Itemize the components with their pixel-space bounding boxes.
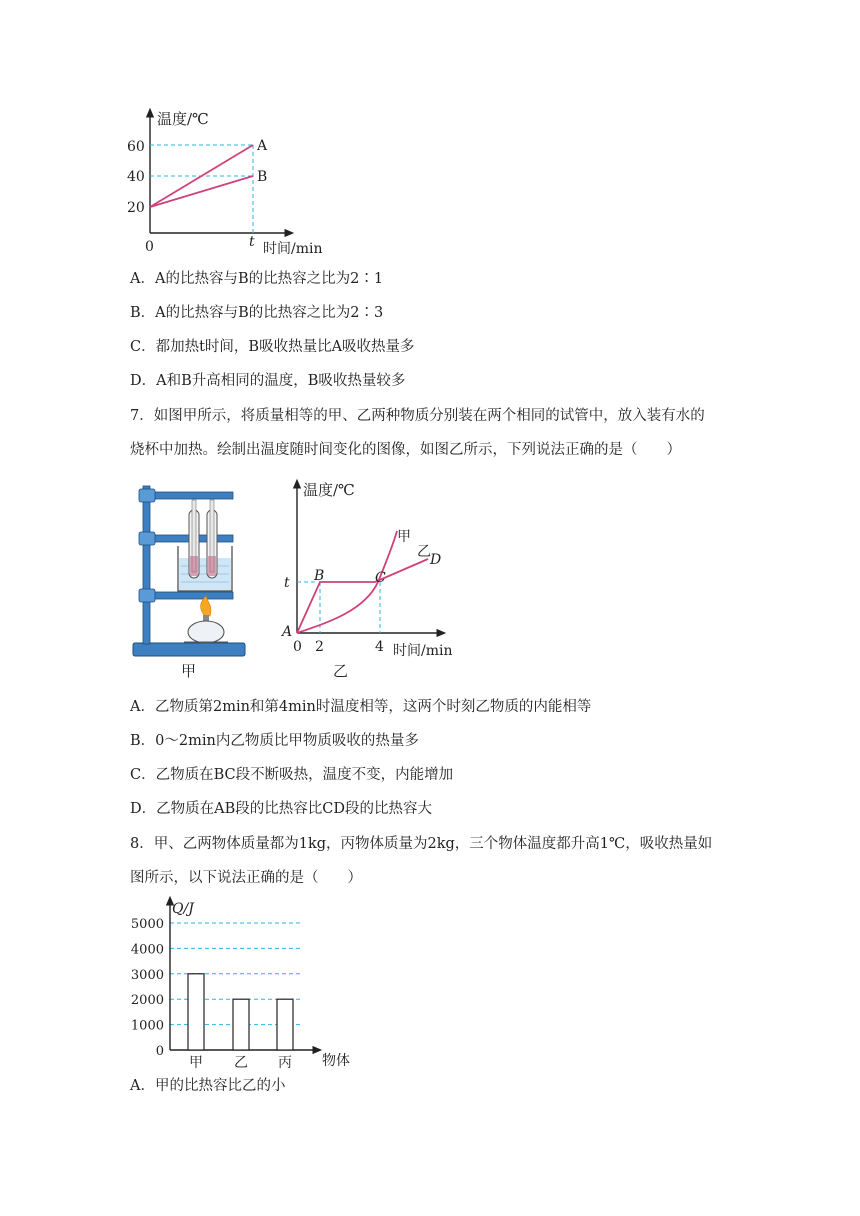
fig2-point-d: D — [430, 552, 442, 568]
fig2-y-label: 温度/℃ — [303, 481, 355, 499]
fig3-ytick-label: 5000 — [130, 917, 164, 932]
fig3-x-label: 物体 — [322, 1053, 350, 1069]
fig3-category-label: 乙 — [234, 1055, 248, 1071]
q7-stem-line-1: 7．如图甲所示，将质量相等的甲、乙两种物质分别装在两个相同的试管中，放入装有水的 — [130, 408, 705, 424]
q7-option-a: A．乙物质第2min和第4min时温度相等，这两个时刻乙物质的内能相等 — [130, 699, 592, 715]
fig2-ytick-t: t — [284, 575, 290, 591]
q7-stem-line-2: 烧杯中加热。绘制出温度随时间变化的图像，如图乙所示，下列说法正确的是（ ） — [130, 442, 681, 458]
q8-option-a: A．甲的比热容比乙的小 — [130, 1078, 286, 1094]
fig2-origin: 0 — [293, 639, 302, 655]
fig3-bar — [277, 999, 293, 1050]
fig2-x-label: 时间/min — [393, 643, 453, 659]
fig1-origin: 0 — [145, 239, 154, 255]
q7-option-d: D．乙物质在AB段的比热容比CD段的比热容大 — [130, 801, 432, 817]
fig1-ytick-60: 60 — [127, 139, 145, 155]
fig1-x-label: 时间/min — [263, 241, 323, 257]
fig3-ytick-label: 3000 — [130, 967, 164, 983]
fig-jia-caption: 甲 — [181, 662, 197, 680]
fig2-series-yi: 乙 — [417, 544, 431, 560]
q6-option-b: B．A的比热容与B的比热容之比为2∶3 — [130, 305, 384, 321]
fig2-series-jia: 甲 — [397, 529, 411, 545]
q7-option-b: B．0～2min内乙物质比甲物质吸收的热量多 — [130, 733, 419, 749]
q6-option-a: A．A的比热容与B的比热容之比为2∶1 — [130, 271, 384, 287]
fig3-ytick-label: 0 — [155, 1044, 164, 1059]
fig2-caption: 乙 — [333, 662, 349, 680]
fig3-bar — [188, 974, 204, 1050]
fig1-ytick-20: 20 — [127, 200, 145, 216]
fig3-bar — [233, 999, 249, 1050]
fig2-point-a: A — [282, 624, 293, 640]
q6-option-d: D．A和B升高相同的温度，B吸收热量较多 — [130, 373, 406, 389]
fig1-ytick-40: 40 — [127, 169, 145, 185]
q7-option-c: C．乙物质在BC段不断吸热，温度不变，内能增加 — [130, 767, 454, 783]
fig3-ytick-label: 4000 — [130, 942, 164, 958]
fig2-xtick-2: 2 — [315, 639, 324, 655]
fig3-ytick-label: 2000 — [130, 993, 164, 1009]
fig3-ytick-label: 1000 — [130, 1018, 164, 1034]
fig1-y-label: 温度/℃ — [157, 110, 209, 128]
fig3-category-label: 甲 — [189, 1055, 203, 1071]
q8-stem-line-2: 图所示，以下说法正确的是（ ） — [130, 870, 362, 886]
q8-stem-line-1: 8．甲、乙两物体质量都为1kg，丙物体质量为2kg，三个物体温度都升高1℃，吸收热量如 — [130, 836, 713, 852]
fig1-label-b: B — [257, 169, 268, 185]
q6-option-c: C．都加热t时间，B吸收热量比A吸收热量多 — [130, 339, 415, 355]
fig2-xtick-4: 4 — [375, 639, 384, 655]
fig2-point-b: B — [314, 568, 325, 584]
fig1-label-a: A — [257, 138, 268, 154]
fig3-y-label: Q/J — [172, 901, 194, 917]
fig3-category-label: 丙 — [278, 1055, 292, 1071]
fig1-xtick-t: t — [249, 234, 255, 250]
fig2-point-c: C — [375, 570, 386, 586]
